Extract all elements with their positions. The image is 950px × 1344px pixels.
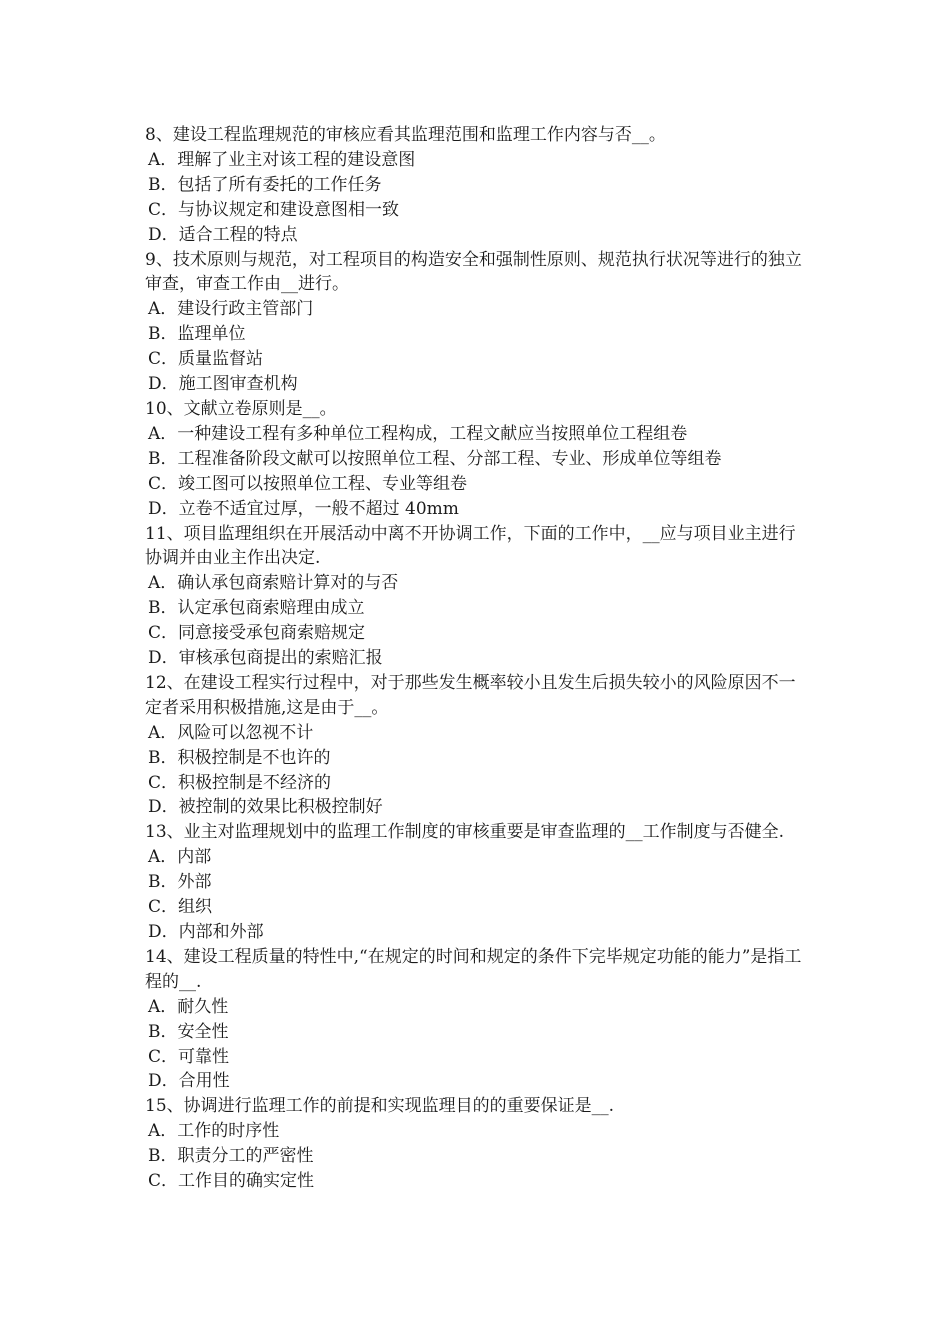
option-d: D．施工图审查机构 [148, 374, 298, 395]
option-d: D．适合工程的特点 [148, 224, 298, 245]
option-b: B．包括了所有委托的工作任务 [148, 174, 382, 195]
question-stem: 13、业主对监理规划中的监理工作制度的审核重要是审查监理的__工作制度与否健全. [145, 822, 785, 843]
option-b: B．认定承包商索赔理由成立 [148, 598, 365, 619]
option-c: C．同意接受承包商索赔规定 [148, 623, 366, 644]
option-a: A．建设行政主管部门 [148, 299, 314, 320]
question-11 [145, 522, 810, 671]
document-body [145, 123, 810, 1194]
option-d: D．合用性 [148, 1071, 230, 1092]
option-a: A．一种建设工程有多种单位工程构成，工程文献应当按照单位工程组卷 [148, 423, 688, 444]
option-c: C．质量监督站 [148, 349, 264, 370]
question-10 [145, 397, 810, 522]
question-stem: 11、项目监理组织在开展活动中离不开协调工作，下面的工作中，__应与项目业主进行协调并由业主作出决定. [145, 523, 796, 569]
option-b: B．安全性 [148, 1021, 229, 1042]
option-a: A．内部 [148, 847, 212, 868]
option-a: A．风险可以忽视不计 [148, 722, 314, 743]
question-stem: 9、技术原则与规范，对工程项目的构造安全和强制性原则、规范执行状况等进行的独立审查，审查工作由__进行。 [145, 249, 802, 295]
option-b: B．积极控制是不也许的 [148, 747, 331, 768]
option-d: D．立卷不适宜过厚，一般不超过 40mm [148, 498, 459, 519]
question-13 [145, 820, 810, 945]
option-a: A．工作的时序性 [148, 1121, 280, 1142]
option-c: C．与协议规定和建设意图相一致 [148, 199, 400, 220]
option-c: C．工作目的确实定性 [148, 1171, 315, 1192]
question-14 [145, 945, 810, 1094]
option-b: B．工程准备阶段文献可以按照单位工程、分部工程、专业、形成单位等组卷 [148, 448, 722, 469]
option-c: C．竣工图可以按照单位工程、专业等组卷 [148, 473, 468, 494]
option-a: A．耐久性 [148, 996, 229, 1017]
question-stem: 12、在建设工程实行过程中，对于那些发生概率较小且发生后损失较小的风险原因不一定者采用积极措施,这是由于__。 [145, 672, 796, 718]
question-15 [145, 1094, 810, 1194]
option-d: D．内部和外部 [148, 922, 264, 942]
question-stem: 14、建设工程质量的特性中,“在规定的时间和规定的条件下完毕规定功能的能力”是指工程的__. [145, 946, 802, 992]
option-d: D．审核承包商提出的索赔汇报 [148, 648, 383, 669]
question-stem: 10、文献立卷原则是__。 [145, 398, 337, 419]
question-stem: 8、建设工程监理规范的审核应看其监理范围和监理工作内容与否__。 [145, 125, 666, 145]
option-c: C．积极控制是不经济的 [148, 772, 332, 793]
option-c: C．可靠性 [148, 1046, 230, 1067]
option-d: D．被控制的效果比积极控制好 [148, 797, 383, 818]
option-a: A．理解了业主对该工程的建设意图 [148, 149, 416, 170]
option-a: A．确认承包商索赔计算对的与否 [148, 573, 399, 594]
question-stem: 15、协调进行监理工作的前提和实现监理目的的重要保证是__. [145, 1096, 615, 1117]
option-b: B．监理单位 [148, 324, 246, 345]
option-b: B．外部 [148, 872, 212, 893]
option-c: C．组织 [148, 897, 213, 918]
question-8 [145, 123, 810, 248]
question-12 [145, 671, 810, 820]
question-9 [145, 248, 810, 397]
option-b: B．职责分工的严密性 [148, 1146, 314, 1167]
